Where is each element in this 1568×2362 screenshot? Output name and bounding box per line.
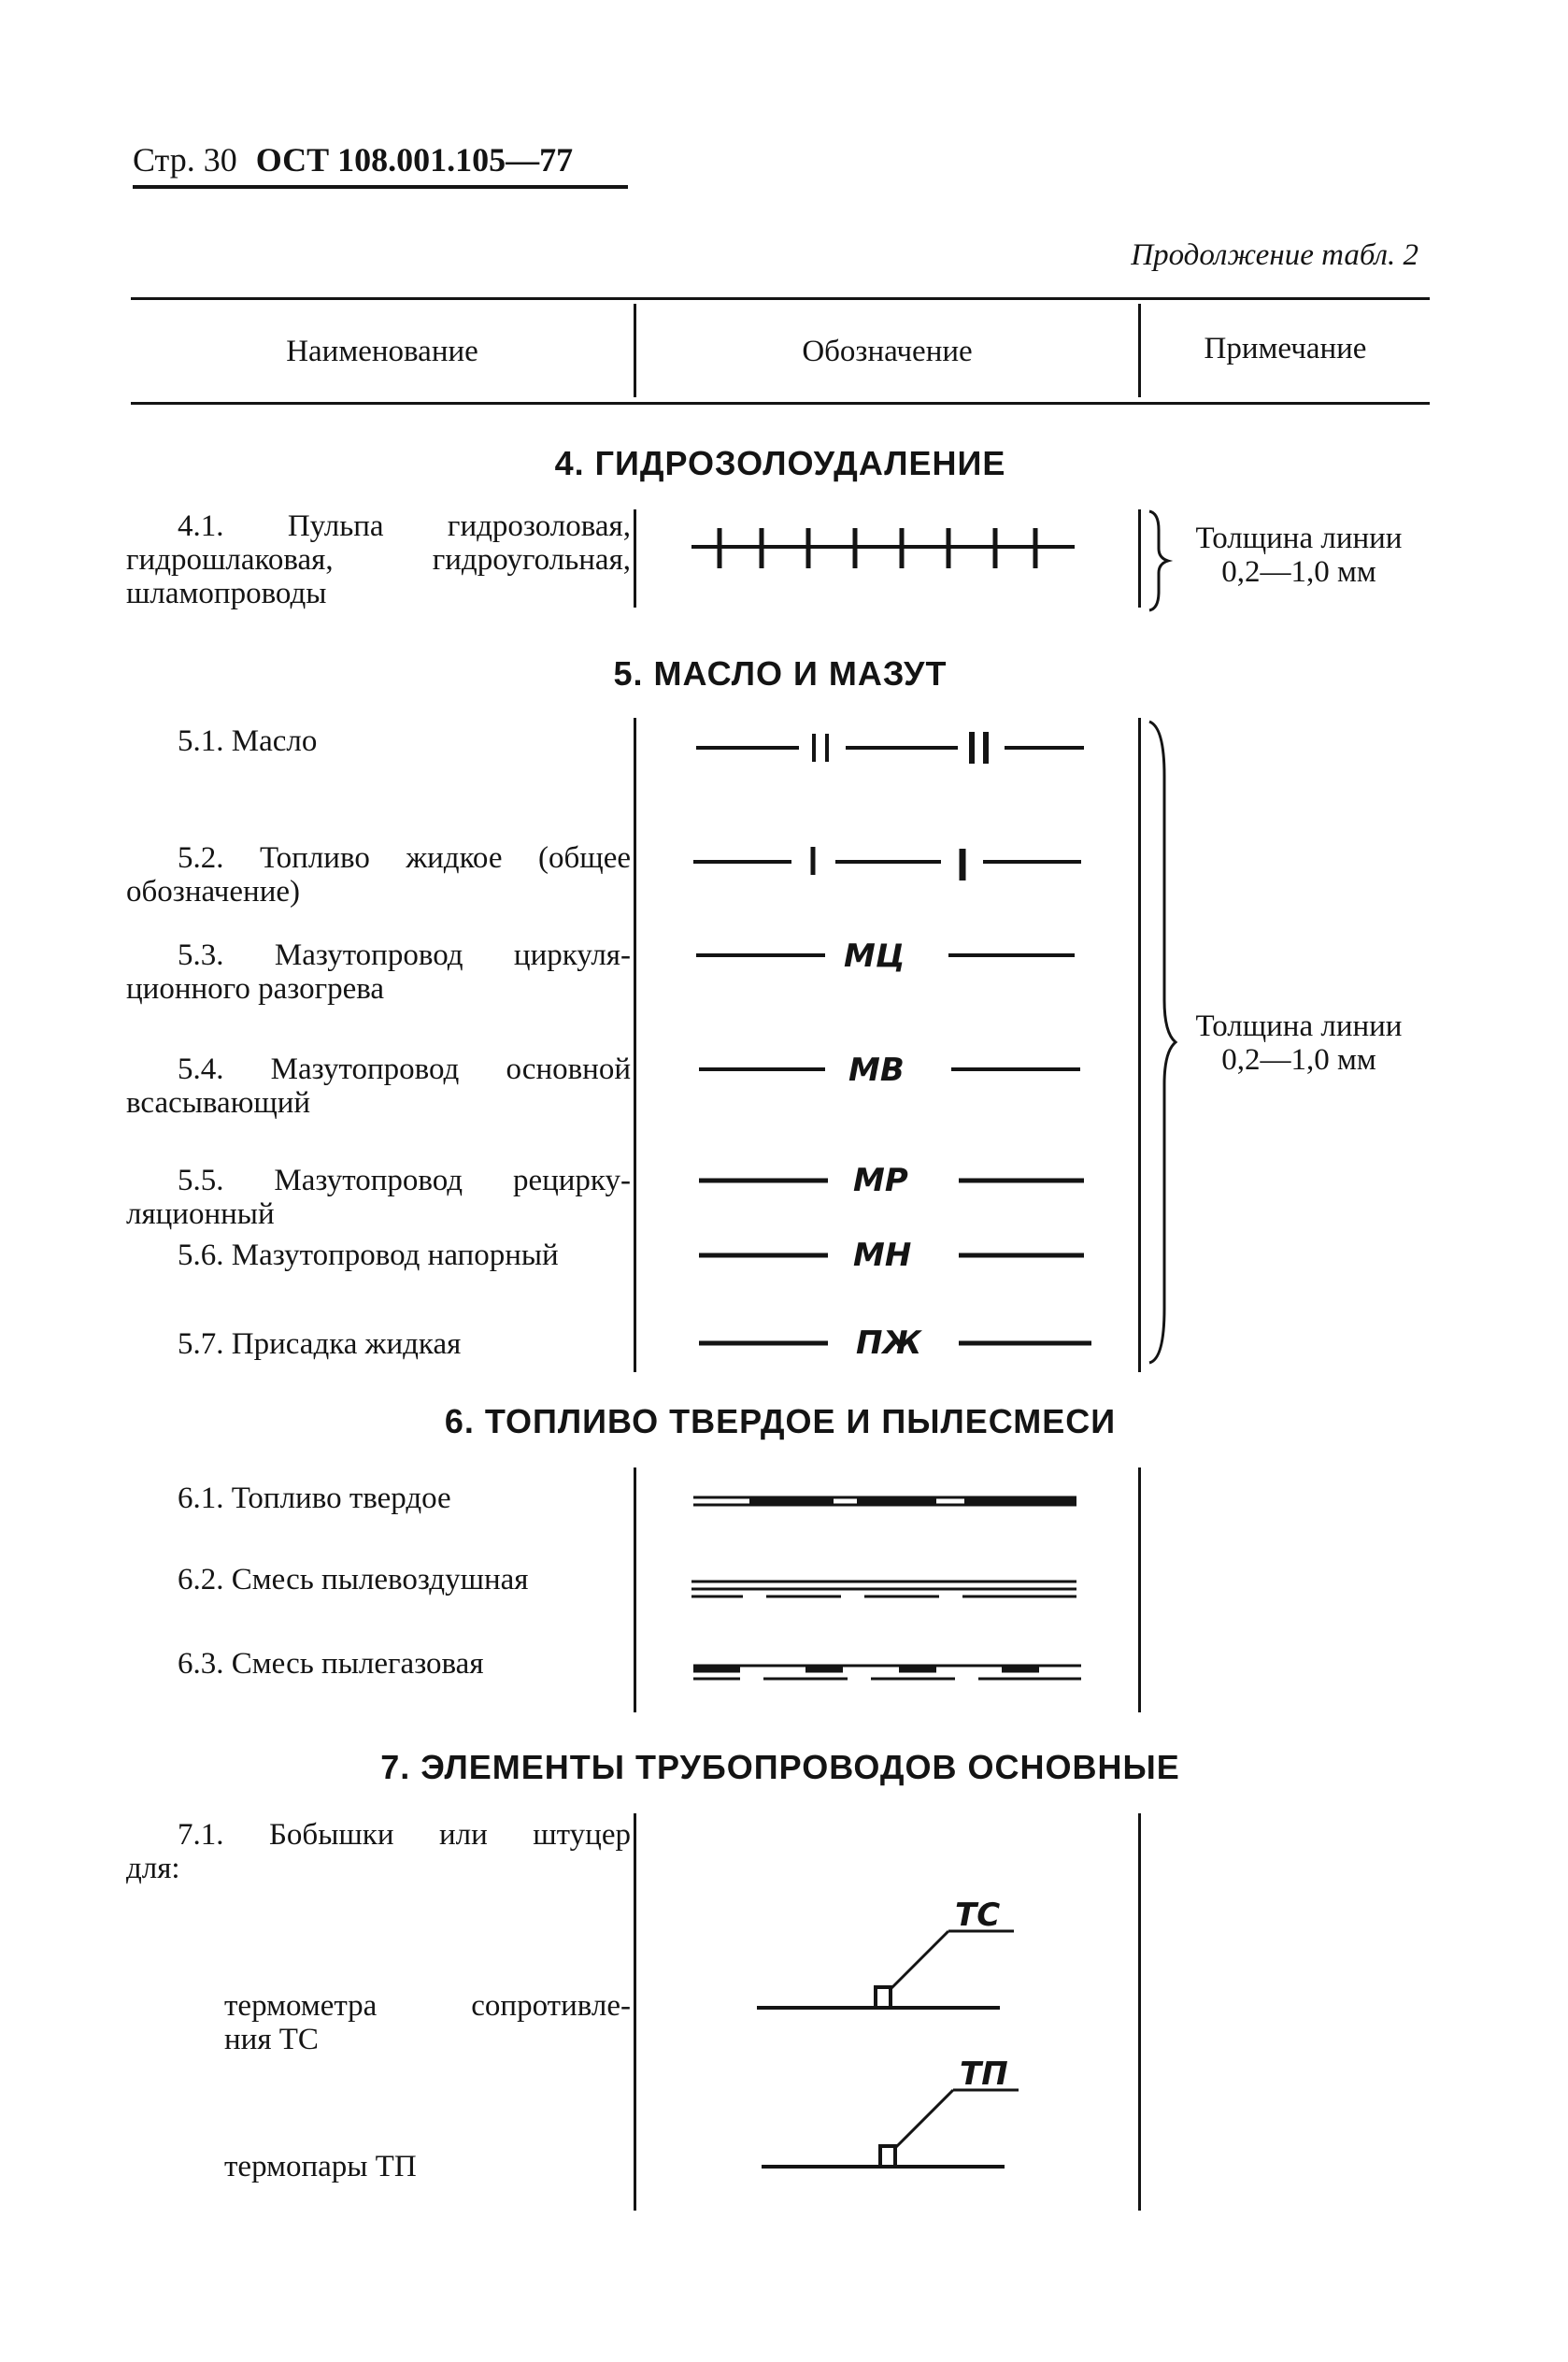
item-7-1-tc xyxy=(224,1989,631,2056)
word: 4.1. xyxy=(178,509,224,543)
s4-divider-2 xyxy=(1138,509,1141,608)
item-5-1-line-1: 5.1. Масло xyxy=(178,724,318,758)
item-5-5 xyxy=(126,1164,631,1231)
word: Бобышки xyxy=(268,1818,394,1852)
solid-fuel-line-symbol xyxy=(693,1486,1086,1524)
word: основной xyxy=(506,1052,631,1086)
s4-note-line-1: Толщина линии xyxy=(1195,522,1403,555)
word: гидроугольная, xyxy=(432,543,631,577)
item-7-1-line-1 xyxy=(126,1818,631,1852)
mv-line-symbol xyxy=(699,1049,1091,1095)
s5-note xyxy=(1168,1009,1430,1077)
word: Мазутопровод xyxy=(274,1164,463,1197)
tc-code: ТС xyxy=(955,1897,1001,1934)
word: 5.3. xyxy=(178,938,224,972)
col-name-header: Наименование xyxy=(286,335,478,368)
item-6-3-line-1: 6.3. Смесь пылегазовая xyxy=(178,1647,484,1681)
item-6-2 xyxy=(126,1563,631,1596)
dust-air-line-symbol xyxy=(691,1570,1084,1608)
word: термометра xyxy=(224,1989,378,2023)
item-7-1-tc-line-1 xyxy=(224,1989,631,2023)
thermocouple-symbol xyxy=(762,2047,1023,2187)
s5-divider-2 xyxy=(1138,718,1141,1372)
mr-code: МР xyxy=(853,1162,908,1199)
page-header xyxy=(133,140,573,179)
s6-divider-1 xyxy=(634,1467,636,1712)
item-5-4-line-2: всасывающий xyxy=(126,1086,311,1120)
s4-note-line-2: 0,2—1,0 мм xyxy=(1221,555,1376,589)
s4-note xyxy=(1168,522,1430,589)
word: Мазутопровод xyxy=(274,938,463,972)
word: или xyxy=(438,1818,488,1852)
word: 5.4. xyxy=(178,1052,224,1086)
item-5-5-line-2: ляционный xyxy=(126,1197,275,1231)
item-5-5-line-1 xyxy=(126,1164,631,1197)
item-5-2-line-2: обозначение) xyxy=(126,875,301,909)
item-5-3-line-2: ционного разогрева xyxy=(126,972,385,1006)
item-5-6 xyxy=(126,1238,631,1272)
s7-divider-1 xyxy=(634,1813,636,2211)
item-6-1 xyxy=(126,1482,631,1515)
mn-code: МН xyxy=(853,1237,912,1274)
word: Топливо xyxy=(260,841,370,875)
oil-line-symbol xyxy=(696,724,1089,771)
word: 5.5. xyxy=(178,1164,224,1197)
word: штуцер xyxy=(533,1818,631,1852)
standard-number: ОСТ 108.001.105—77 xyxy=(255,141,574,179)
item-7-1-tp xyxy=(224,2150,631,2183)
item-4-1-line-2 xyxy=(126,543,631,577)
section-6-title: 6. ТОПЛИВО ТВЕРДОЕ И ПЫЛЕСМЕСИ xyxy=(444,1402,1117,1440)
page-number: Стр. 30 xyxy=(133,141,237,179)
item-6-1-line-1: 6.1. Топливо твердое xyxy=(178,1482,451,1515)
pzh-code: ПЖ xyxy=(856,1324,922,1362)
item-4-1 xyxy=(126,509,631,610)
col-note-header: Примечание xyxy=(1204,332,1367,365)
table-header-rule xyxy=(131,402,1430,405)
mc-line-symbol xyxy=(696,935,1089,981)
s7-divider-2 xyxy=(1138,1813,1141,2211)
item-5-2 xyxy=(126,841,631,909)
item-6-2-line-1: 6.2. Смесь пылевоздушная xyxy=(178,1563,529,1596)
tp-code: ТП xyxy=(960,2055,1008,2093)
word: Пульпа xyxy=(287,509,384,543)
item-5-2-line-1 xyxy=(126,841,631,875)
word: 7.1. xyxy=(178,1818,224,1852)
table-continuation: Продолжение табл. 2 xyxy=(1131,238,1418,272)
liquid-fuel-line-symbol xyxy=(693,841,1086,888)
item-5-6-line-1: 5.6. Мазутопровод напорный xyxy=(178,1238,559,1272)
section-5-title: 5. МАСЛО И МАЗУТ xyxy=(613,654,948,693)
word: сопротивле- xyxy=(471,1989,631,2023)
item-5-1 xyxy=(126,724,631,758)
word: 5.2. xyxy=(178,841,224,875)
word: (общее xyxy=(538,841,631,875)
item-5-7 xyxy=(126,1327,631,1361)
section-7-title: 7. ЭЛЕМЕНТЫ ТРУБОПРОВОДОВ ОСНОВНЫЕ xyxy=(380,1748,1180,1786)
header-rule xyxy=(133,185,628,189)
item-4-1-line-1 xyxy=(126,509,631,543)
s4-divider-1 xyxy=(634,509,636,608)
word: жидкое xyxy=(406,841,503,875)
resistance-thermometer-symbol xyxy=(757,1888,1019,2028)
mv-code: МВ xyxy=(848,1052,905,1089)
mr-line-symbol xyxy=(699,1157,1091,1204)
word: циркуля- xyxy=(513,938,631,972)
s5-note-line-2: 0,2—1,0 мм xyxy=(1221,1043,1376,1077)
item-4-1-line-3: шламопроводы xyxy=(126,577,327,610)
col-designation-header: Обозначение xyxy=(802,335,973,368)
item-5-4 xyxy=(126,1052,631,1120)
word: Мазутопровод xyxy=(270,1052,460,1086)
pulp-line-symbol xyxy=(691,523,1084,580)
item-7-1-tc-line-2: ния ТС xyxy=(224,2023,319,2056)
word: гидрошлаковая, xyxy=(126,543,334,577)
table-top-rule xyxy=(131,297,1430,300)
item-5-3-line-1 xyxy=(126,938,631,972)
item-5-4-line-1 xyxy=(126,1052,631,1086)
item-6-3 xyxy=(126,1647,631,1681)
item-7-1 xyxy=(126,1818,631,1885)
item-5-7-line-1: 5.7. Присадка жидкая xyxy=(178,1327,462,1361)
dust-gas-line-symbol xyxy=(693,1654,1086,1692)
mn-line-symbol xyxy=(699,1232,1091,1279)
pzh-line-symbol xyxy=(699,1320,1101,1367)
word: рецирку- xyxy=(512,1164,631,1197)
item-5-3 xyxy=(126,938,631,1006)
word: гидрозоловая, xyxy=(447,509,631,543)
item-7-1-line-2: для: xyxy=(126,1852,180,1885)
mc-code: МЦ xyxy=(844,938,905,975)
s5-divider-1 xyxy=(634,718,636,1372)
section-4-title: 4. ГИДРОЗОЛОУДАЛЕНИЕ xyxy=(554,444,1006,482)
s6-divider-2 xyxy=(1138,1467,1141,1712)
s5-note-line-1: Толщина линии xyxy=(1195,1009,1403,1043)
item-7-1-tp-line-1: термопары ТП xyxy=(224,2150,417,2183)
